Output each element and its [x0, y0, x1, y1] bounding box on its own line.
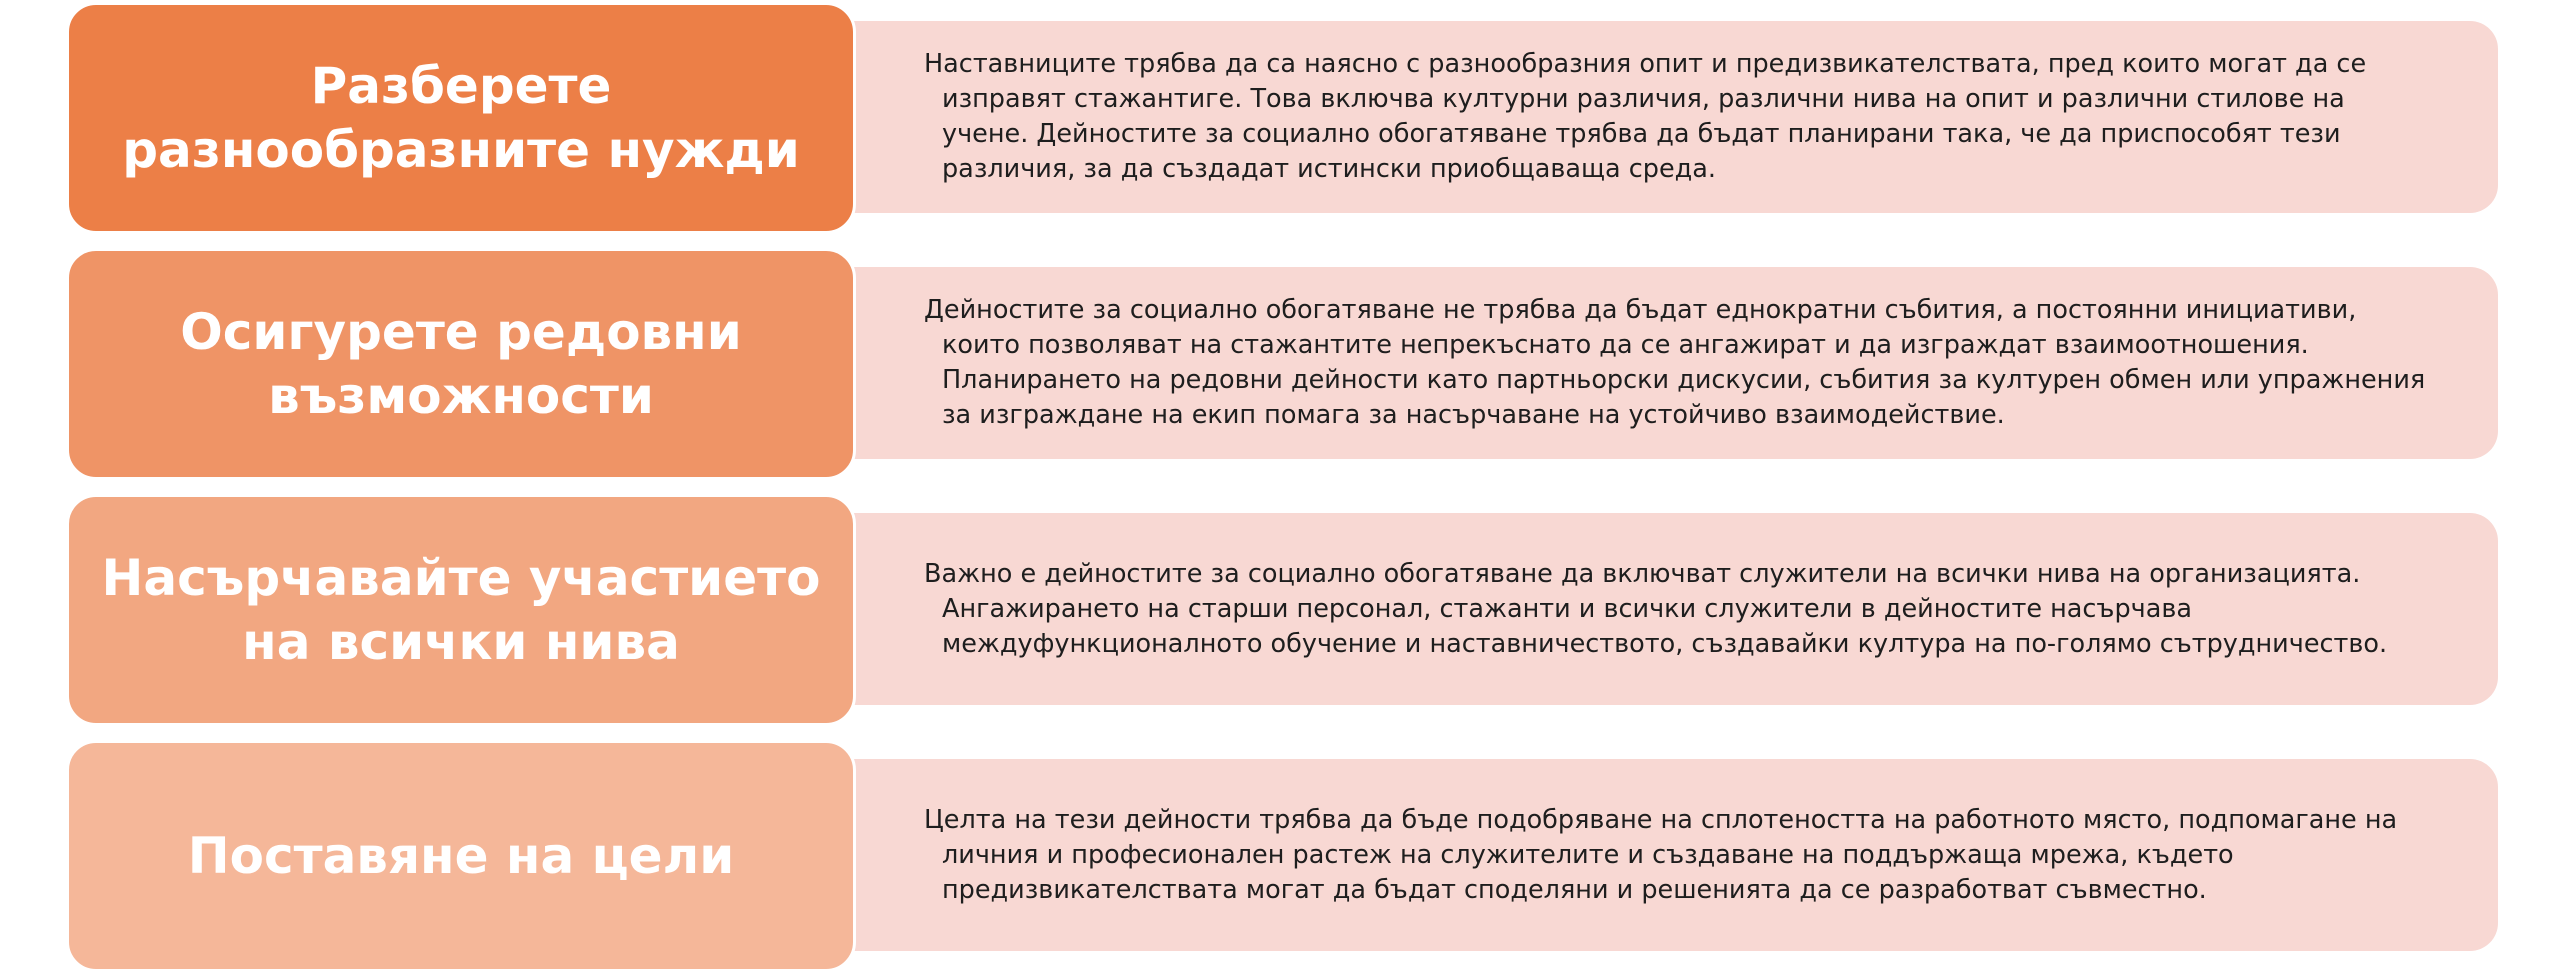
step-title-box — [66, 740, 856, 972]
step-regular-opportunities — [0, 248, 2560, 484]
step-description-box — [820, 759, 2498, 951]
step-title: Осигурете редовни възможности — [180, 303, 742, 425]
step-description-box — [820, 513, 2498, 705]
step-description: Наставниците трябва да са наясно с разнообразния опит и предизвикателствата, пред които могат да се изправят стажантиге. Това включва културни различия, различни нива на опит и различни стилове на учене. Дейностите за социално обогатяване трябва да бъдат планирани така, че да приспособят тези различия, за да създадат истински приобщаваща среда. — [924, 49, 2367, 184]
step-description: Важно е дейностите за социално обогатяване да включват служители на всички нива на организацията. Ангажирането на старши персонал, стажанти и всички служители в дейностите насърчава междуфункционалното обучение и наставничеството, създавайки култура на по-голямо сътрудничество. — [924, 558, 2388, 659]
step-description: Дейностите за социално обогатяване не трябва да бъдат еднократни събития, а постоянни инициативи, които позволяват на стажантите непрекъснато да се ангажират и да изграждат взаимоотношения. Планирането на редовни дейности като партньорски дискусии, събития за културен обмен или упражнения за изграждане на екип помага за насърчаване на устойчиво взаимодействие. — [924, 295, 2426, 430]
step-set-goals — [0, 740, 2560, 976]
step-all-levels — [0, 494, 2560, 730]
step-title-box — [66, 2, 856, 234]
step-description-box — [820, 267, 2498, 459]
step-title: Насърчавайте участието на всички нива — [101, 549, 821, 671]
step-description-box — [820, 21, 2498, 213]
step-title-box — [66, 494, 856, 726]
step-understand-needs — [0, 2, 2560, 238]
step-title: Поставяне на цели — [187, 827, 735, 885]
step-title-box — [66, 248, 856, 480]
step-description: Целта на тези дейности трябва да бъде подобряване на сплотеността на работното място, подпомагане на личния и професионален растеж на служителите и създаване на поддържаща мрежа, където предизвикателствата могат да бъдат споделяни и решенията да се разработват съвместно. — [924, 804, 2398, 905]
step-title: Разберете разнообразните нужди — [122, 57, 800, 179]
